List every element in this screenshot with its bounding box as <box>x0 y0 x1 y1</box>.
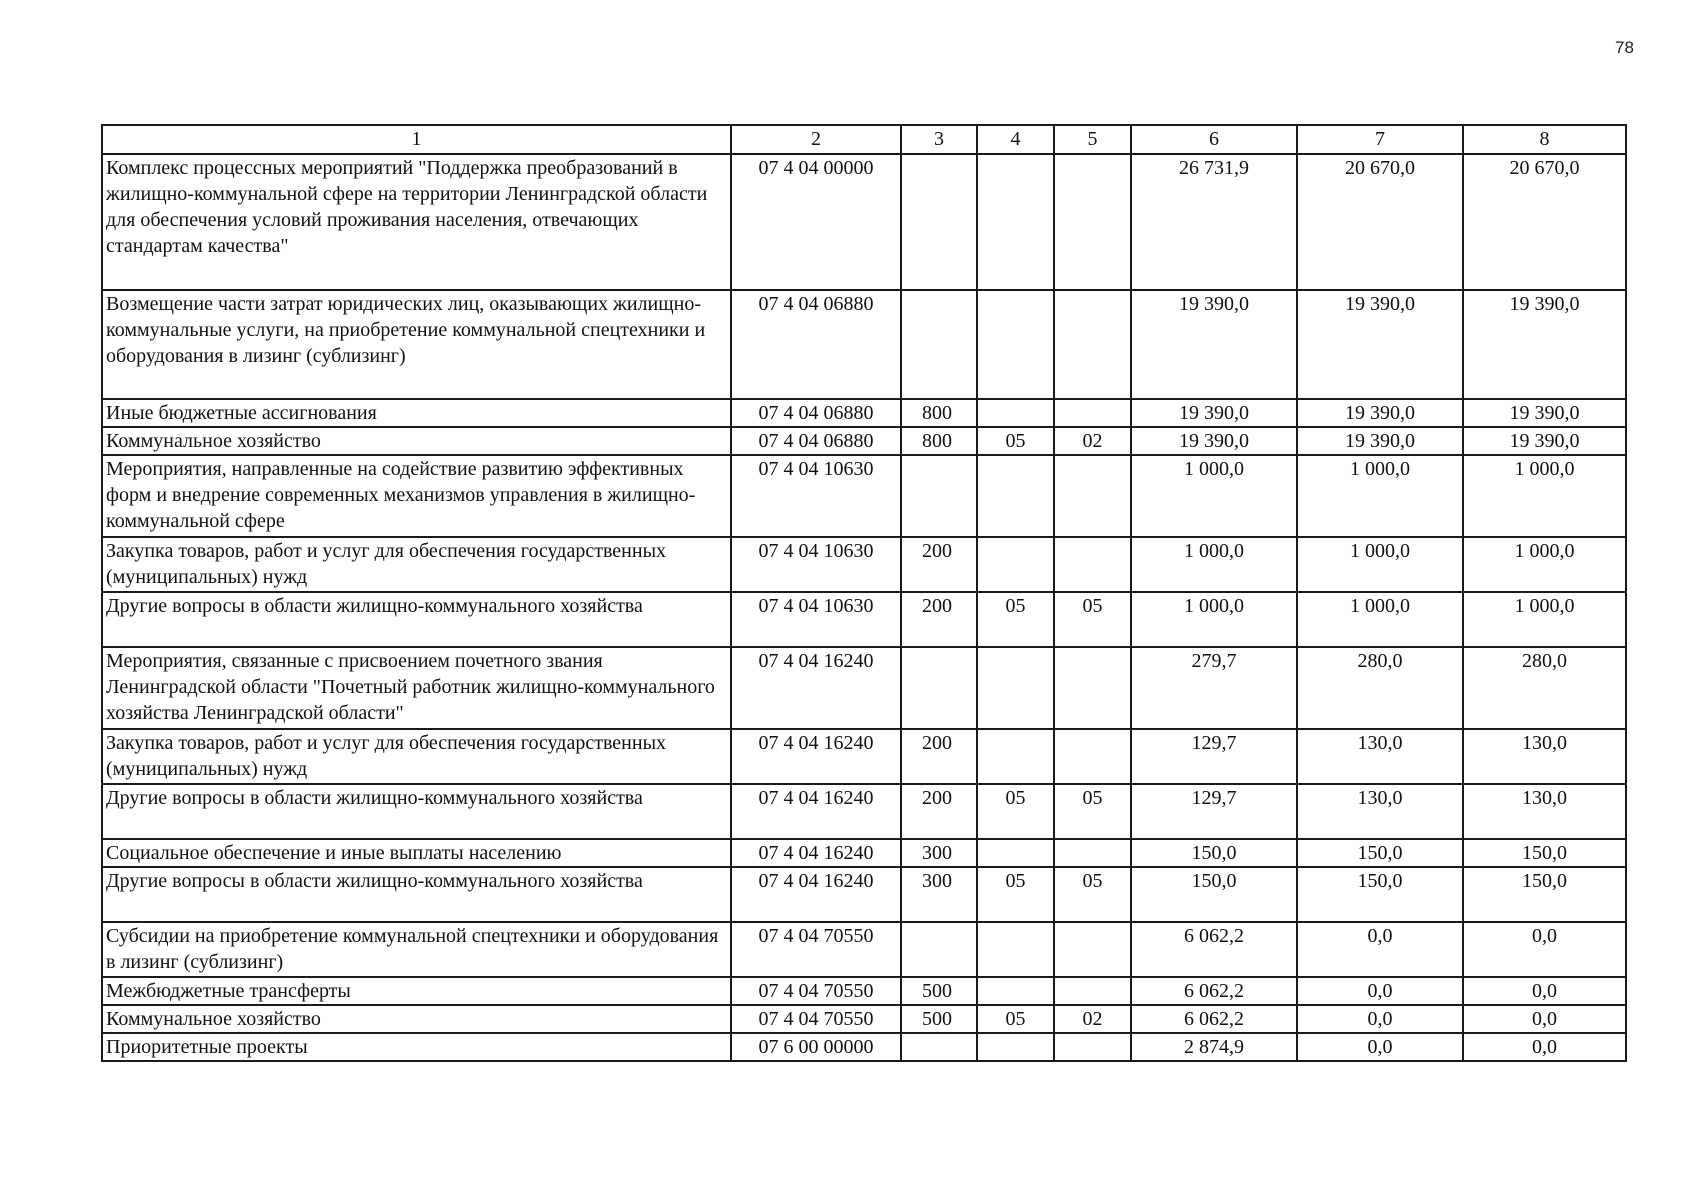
budget-table <box>101 124 1627 1062</box>
subsection-cell <box>1054 455 1131 537</box>
item-name-cell: Приоритетные проекты <box>102 1033 731 1061</box>
item-name-cell: Мероприятия, связанные с присвоением почетного звания Ленинградской области "Почетный работник жилищно-коммунального хозяйства Ленинградской области" <box>102 647 731 729</box>
table-row <box>102 729 1626 784</box>
amount-col7-cell: 20 670,0 <box>1297 154 1463 290</box>
amount-col8-cell: 20 670,0 <box>1463 154 1626 290</box>
amount-col8-cell: 0,0 <box>1463 1005 1626 1033</box>
section-cell <box>977 1033 1054 1061</box>
table-row <box>102 922 1626 977</box>
item-name-cell: Коммунальное хозяйство <box>102 1005 731 1033</box>
amount-col6-cell: 19 390,0 <box>1131 399 1297 427</box>
table-row <box>102 537 1626 592</box>
column-header: 1 <box>102 125 731 154</box>
amount-col8-cell: 19 390,0 <box>1463 290 1626 399</box>
amount-col7-cell: 0,0 <box>1297 1005 1463 1033</box>
item-name-cell: Закупка товаров, работ и услуг для обеспечения государственных (муниципальных) нужд <box>102 537 731 592</box>
section-cell: 05 <box>977 867 1054 922</box>
amount-col8-cell: 0,0 <box>1463 922 1626 977</box>
amount-col6-cell: 2 874,9 <box>1131 1033 1297 1061</box>
amount-col7-cell: 150,0 <box>1297 867 1463 922</box>
section-cell <box>977 922 1054 977</box>
page-number: 78 <box>1615 38 1634 57</box>
expense-type-cell: 300 <box>901 839 977 867</box>
expense-type-cell <box>901 1033 977 1061</box>
amount-col6-cell: 279,7 <box>1131 647 1297 729</box>
item-name-cell: Другие вопросы в области жилищно-коммунального хозяйства <box>102 784 731 839</box>
section-cell: 05 <box>977 427 1054 455</box>
table-row <box>102 592 1626 647</box>
column-header: 3 <box>901 125 977 154</box>
amount-col7-cell: 0,0 <box>1297 1033 1463 1061</box>
subsection-cell: 05 <box>1054 592 1131 647</box>
amount-col7-cell: 0,0 <box>1297 922 1463 977</box>
amount-col8-cell: 0,0 <box>1463 977 1626 1005</box>
amount-col7-cell: 19 390,0 <box>1297 427 1463 455</box>
target-article-cell: 07 4 04 06880 <box>731 290 901 399</box>
amount-col8-cell: 1 000,0 <box>1463 592 1626 647</box>
item-name-cell: Иные бюджетные ассигнования <box>102 399 731 427</box>
table-header-row <box>102 125 1626 154</box>
table-row <box>102 455 1626 537</box>
amount-col6-cell: 150,0 <box>1131 867 1297 922</box>
target-article-cell: 07 4 04 16240 <box>731 867 901 922</box>
expense-type-cell: 500 <box>901 1005 977 1033</box>
item-name-cell: Межбюджетные трансферты <box>102 977 731 1005</box>
expense-type-cell: 800 <box>901 399 977 427</box>
expense-type-cell: 200 <box>901 784 977 839</box>
subsection-cell <box>1054 922 1131 977</box>
section-cell: 05 <box>977 1005 1054 1033</box>
target-article-cell: 07 4 04 70550 <box>731 1005 901 1033</box>
amount-col6-cell: 1 000,0 <box>1131 537 1297 592</box>
target-article-cell: 07 4 04 06880 <box>731 399 901 427</box>
table-row <box>102 1005 1626 1033</box>
amount-col6-cell: 19 390,0 <box>1131 427 1297 455</box>
amount-col6-cell: 19 390,0 <box>1131 290 1297 399</box>
table-row <box>102 399 1626 427</box>
target-article-cell: 07 4 04 10630 <box>731 592 901 647</box>
section-cell <box>977 977 1054 1005</box>
column-header: 8 <box>1463 125 1626 154</box>
item-name-cell: Возмещение части затрат юридических лиц, оказывающих жилищно-коммунальные услуги, на приобретение коммунальной спецтехники и оборудования в лизинг (сублизинг) <box>102 290 731 399</box>
table-row <box>102 1033 1626 1061</box>
section-cell <box>977 537 1054 592</box>
item-name-cell: Мероприятия, направленные на содействие развитию эффективных форм и внедрение современных механизмов управления в жилищно-коммунальной сфере <box>102 455 731 537</box>
amount-col7-cell: 130,0 <box>1297 784 1463 839</box>
expense-type-cell: 200 <box>901 729 977 784</box>
subsection-cell: 05 <box>1054 784 1131 839</box>
table-row <box>102 647 1626 729</box>
amount-col7-cell: 1 000,0 <box>1297 537 1463 592</box>
target-article-cell: 07 4 04 16240 <box>731 784 901 839</box>
expense-type-cell: 800 <box>901 427 977 455</box>
expense-type-cell <box>901 455 977 537</box>
item-name-cell: Другие вопросы в области жилищно-коммунального хозяйства <box>102 867 731 922</box>
expense-type-cell <box>901 154 977 290</box>
subsection-cell: 02 <box>1054 427 1131 455</box>
subsection-cell <box>1054 1033 1131 1061</box>
amount-col6-cell: 1 000,0 <box>1131 592 1297 647</box>
column-header: 7 <box>1297 125 1463 154</box>
item-name-cell: Коммунальное хозяйство <box>102 427 731 455</box>
expense-type-cell: 500 <box>901 977 977 1005</box>
item-name-cell: Закупка товаров, работ и услуг для обеспечения государственных (муниципальных) нужд <box>102 729 731 784</box>
amount-col8-cell: 150,0 <box>1463 839 1626 867</box>
section-cell <box>977 729 1054 784</box>
amount-col7-cell: 280,0 <box>1297 647 1463 729</box>
section-cell: 05 <box>977 784 1054 839</box>
amount-col8-cell: 280,0 <box>1463 647 1626 729</box>
amount-col6-cell: 129,7 <box>1131 729 1297 784</box>
section-cell <box>977 154 1054 290</box>
amount-col8-cell: 19 390,0 <box>1463 399 1626 427</box>
table-row <box>102 977 1626 1005</box>
subsection-cell: 02 <box>1054 1005 1131 1033</box>
amount-col6-cell: 6 062,2 <box>1131 977 1297 1005</box>
target-article-cell: 07 4 04 00000 <box>731 154 901 290</box>
table-row <box>102 154 1626 290</box>
expense-type-cell <box>901 290 977 399</box>
target-article-cell: 07 4 04 70550 <box>731 922 901 977</box>
target-article-cell: 07 4 04 70550 <box>731 977 901 1005</box>
target-article-cell: 07 4 04 16240 <box>731 647 901 729</box>
expense-type-cell <box>901 647 977 729</box>
target-article-cell: 07 4 04 16240 <box>731 839 901 867</box>
subsection-cell <box>1054 154 1131 290</box>
amount-col8-cell: 1 000,0 <box>1463 455 1626 537</box>
subsection-cell: 05 <box>1054 867 1131 922</box>
table-row <box>102 427 1626 455</box>
item-name-cell: Комплекс процессных мероприятий "Поддержка преобразований в жилищно-коммунальной сфере на территории Ленинградской области для обеспечения условий проживания населения, отвечающих стандартам качества" <box>102 154 731 290</box>
subsection-cell <box>1054 729 1131 784</box>
amount-col6-cell: 26 731,9 <box>1131 154 1297 290</box>
target-article-cell: 07 4 04 10630 <box>731 455 901 537</box>
table-row <box>102 839 1626 867</box>
table-row <box>102 290 1626 399</box>
amount-col8-cell: 1 000,0 <box>1463 537 1626 592</box>
amount-col7-cell: 0,0 <box>1297 977 1463 1005</box>
amount-col8-cell: 130,0 <box>1463 729 1626 784</box>
amount-col7-cell: 130,0 <box>1297 729 1463 784</box>
subsection-cell <box>1054 977 1131 1005</box>
amount-col7-cell: 1 000,0 <box>1297 455 1463 537</box>
section-cell <box>977 399 1054 427</box>
item-name-cell: Социальное обеспечение и иные выплаты населению <box>102 839 731 867</box>
table-row <box>102 867 1626 922</box>
expense-type-cell: 300 <box>901 867 977 922</box>
expense-type-cell: 200 <box>901 592 977 647</box>
expense-type-cell: 200 <box>901 537 977 592</box>
target-article-cell: 07 4 04 16240 <box>731 729 901 784</box>
target-article-cell: 07 4 04 10630 <box>731 537 901 592</box>
amount-col6-cell: 129,7 <box>1131 784 1297 839</box>
section-cell <box>977 455 1054 537</box>
amount-col8-cell: 0,0 <box>1463 1033 1626 1061</box>
amount-col6-cell: 6 062,2 <box>1131 922 1297 977</box>
column-header: 4 <box>977 125 1054 154</box>
expense-type-cell <box>901 922 977 977</box>
section-cell <box>977 290 1054 399</box>
subsection-cell <box>1054 839 1131 867</box>
table-row <box>102 784 1626 839</box>
section-cell <box>977 839 1054 867</box>
column-header: 2 <box>731 125 901 154</box>
section-cell: 05 <box>977 592 1054 647</box>
amount-col6-cell: 1 000,0 <box>1131 455 1297 537</box>
subsection-cell <box>1054 290 1131 399</box>
item-name-cell: Другие вопросы в области жилищно-коммунального хозяйства <box>102 592 731 647</box>
subsection-cell <box>1054 647 1131 729</box>
amount-col8-cell: 130,0 <box>1463 784 1626 839</box>
target-article-cell: 07 4 04 06880 <box>731 427 901 455</box>
amount-col7-cell: 19 390,0 <box>1297 399 1463 427</box>
amount-col7-cell: 150,0 <box>1297 839 1463 867</box>
subsection-cell <box>1054 399 1131 427</box>
column-header: 6 <box>1131 125 1297 154</box>
amount-col8-cell: 150,0 <box>1463 867 1626 922</box>
item-name-cell: Субсидии на приобретение коммунальной спецтехники и оборудования в лизинг (сублизинг) <box>102 922 731 977</box>
amount-col7-cell: 1 000,0 <box>1297 592 1463 647</box>
column-header: 5 <box>1054 125 1131 154</box>
subsection-cell <box>1054 537 1131 592</box>
amount-col6-cell: 6 062,2 <box>1131 1005 1297 1033</box>
amount-col8-cell: 19 390,0 <box>1463 427 1626 455</box>
target-article-cell: 07 6 00 00000 <box>731 1033 901 1061</box>
amount-col6-cell: 150,0 <box>1131 839 1297 867</box>
section-cell <box>977 647 1054 729</box>
amount-col7-cell: 19 390,0 <box>1297 290 1463 399</box>
